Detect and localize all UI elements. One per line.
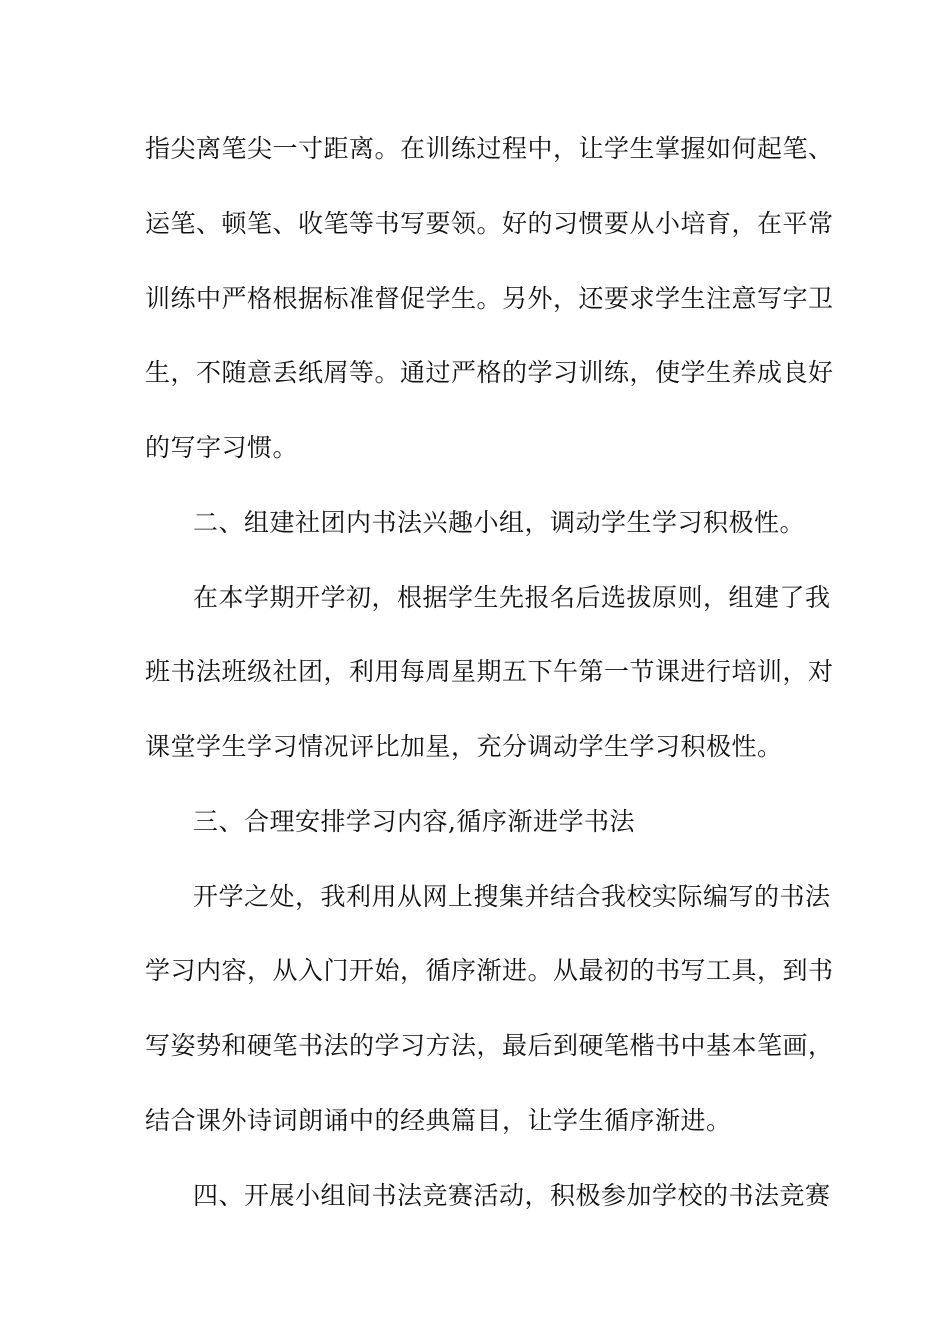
text-line: 结合课外诗词朗诵中的经典篇目，让学生循序渐进。	[145, 1106, 732, 1135]
text-line: 课堂学生学习情况评比加星，充分调动学生学习积极性。	[145, 732, 783, 761]
text-line: 的写字习惯。	[145, 433, 299, 462]
text-line: 班书法班级社团，利用每周星期五下午第一节课进行培训，对	[145, 657, 834, 686]
text-line: 写姿势和硬笔书法的学习方法，最后到硬笔楷书中基本笔画，	[145, 1031, 834, 1060]
paragraph-first-line: 开学之处，我利用从网上搜集并结合我校实际编写的书法	[193, 882, 831, 911]
section-heading: 四、开展小组间书法竞赛活动，积极参加学校的书法竞赛	[193, 1181, 831, 1210]
text-line: 学习内容，从入门开始，循序渐进。从最初的书写工具，到书	[145, 956, 834, 985]
text-line: 生，不随意丢纸屑等。通过严格的学习训练，使学生养成良好	[145, 358, 834, 387]
paragraph-first-line: 在本学期开学初，根据学生先报名后选拔原则，组建了我	[193, 583, 831, 612]
text-line: 运笔、顿笔、收笔等书写要领。好的习惯要从小培育，在平常	[145, 209, 834, 238]
text-line: 训练中严格根据标准督促学生。另外，还要求学生注意写字卫	[145, 284, 834, 313]
section-heading: 三、合理安排学习内容,循序渐进学书法	[193, 807, 635, 836]
section-heading: 二、组建社团内书法兴趣小组，调动学生学习积极性。	[193, 508, 806, 537]
text-line: 指尖离笔尖一寸距离。在训练过程中，让学生掌握如何起笔、	[145, 134, 834, 163]
